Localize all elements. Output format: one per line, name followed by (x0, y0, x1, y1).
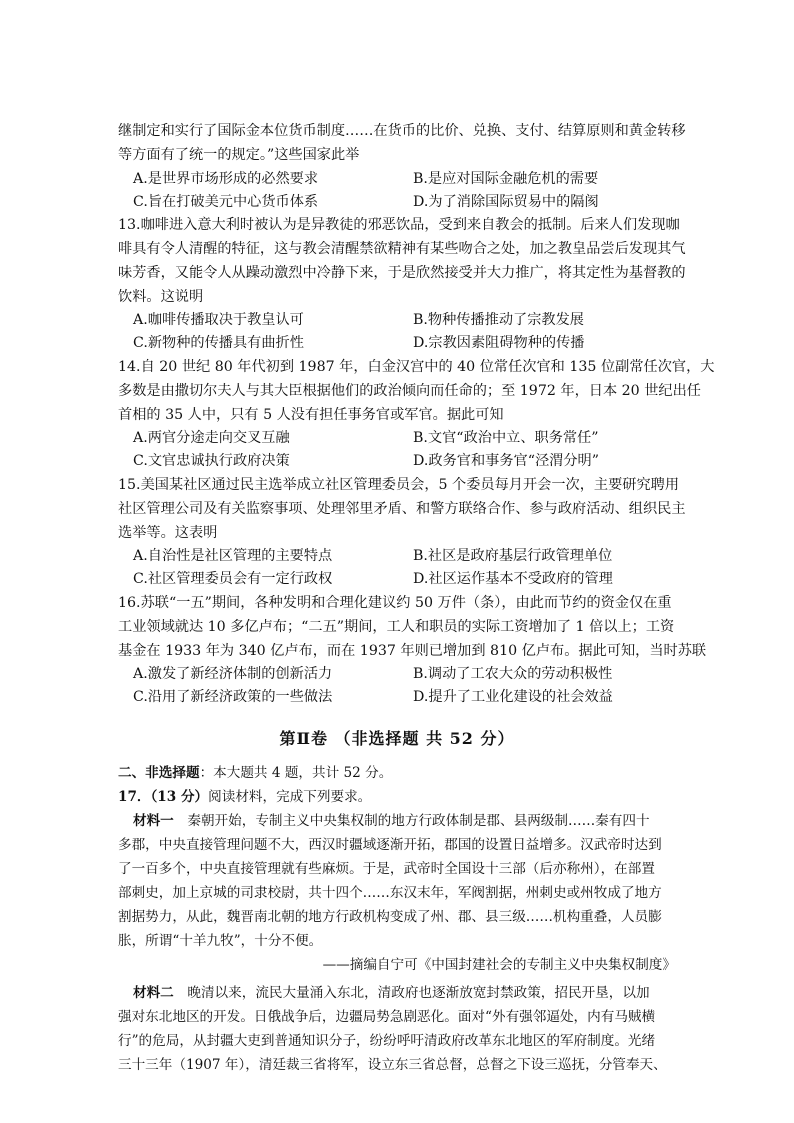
q14-line-3: 首相的 35 人中，只有 5 人没有担任事务官或军官。据此可知 (118, 407, 504, 423)
material2-line-1-text: 晚清以来，流民大量涌入东北，清政府也逐渐放宽封禁政策，招民开垦，以加 (173, 985, 650, 1001)
q15-option-a: A.自治性是社区管理的主要特点 (133, 548, 333, 564)
q14-option-b: B.文官“政治中立、职务常任” (413, 430, 599, 446)
q12-option-c: C.旨在打破美元中心货币体系 (133, 194, 319, 210)
q16-line-2: 工业领域就达 10 多亿卢布；“二五”期间，工人和职员的实际工资增加了 1 倍以上；工资 (118, 619, 675, 635)
q15-line-2: 社区管理公司及有关监察事项、处理邻里矛盾、和警方联络合作、参与政府活动、组织民主 (118, 501, 686, 517)
q16-line-3: 基金在 1933 年为 340 亿卢布，而在 1937 年则已增加到 810 亿卢布。据此可知，当时苏联 (118, 643, 707, 659)
material2-line-4: 三十三年（1907 年），清廷裁三省将军，设立东三省总督，总督之下设三巡抚，分管奉天、 (118, 1057, 667, 1073)
material1-line-3: 了一百多个，中央直接管理就有些麻烦。于是，武帝时全国设十三部（后亦称州），在部置 (118, 861, 655, 877)
material1-line-1 (133, 810, 693, 834)
q14-option-d: D.政务官和事务官“泾渭分明” (413, 453, 599, 469)
q12-line-2: 等方面有了统一的规定。”这些国家此举 (118, 147, 360, 163)
material2-label: 材料二 (133, 985, 174, 1001)
material1-line-6: 胀，所谓“十羊九牧”，十分不便。 (118, 933, 323, 949)
section-title: 第Ⅱ卷 （非选择题 共 52 分） (279, 729, 515, 748)
section-heading-text: ：本大题共 4 题，共计 52 分。 (199, 765, 393, 781)
material1-line-5: 割据势力，从此，魏晋南北朝的地方行政机构变成了州、郡、县三级……机构重叠，人员膨 (118, 909, 662, 925)
q13-option-a: A.咖啡传播取决于教皇认可 (133, 312, 304, 328)
q12-option-d: D.为了消除国际贸易中的隔阂 (413, 194, 599, 210)
q14-line-1: 14.自 20 世纪 80 年代初到 1987 年，白金汉宫中的 40 位常任次官和 135 位副常任次官，大 (118, 359, 715, 375)
q15-option-c: C.社区管理委员会有一定行政权 (133, 571, 333, 587)
q16-option-d: D.提升了工业化建设的社会效益 (413, 689, 613, 705)
material1-line-1-text: 秦朝开始，专制主义中央集权制的地方行政体制是郡、县两级制……秦有四十 (173, 813, 650, 829)
section-heading (118, 762, 678, 785)
q13-line-4: 饮料。这说明 (118, 289, 204, 305)
material1-line-2: 多郡，中央直接管理问题不大，西汉时疆域逐渐开拓，郡国的设置日益增多。汉武帝时达到 (118, 837, 662, 853)
material2-line-3: 行”的危局，从封疆大吏到普通知识分子，纷纷呼吁清政府改革东北地区的军府制度。光绪 (118, 1033, 656, 1049)
q12-line-1: 继制定和实行了国际金本位货币制度……在货币的比价、兑换、支付、结算原则和黄金转移 (118, 123, 686, 139)
q16-option-a: A.激发了新经济体制的创新活力 (133, 666, 333, 682)
q17-heading (118, 786, 678, 809)
q17-instruction: 阅读材料，完成下列要求。 (208, 789, 372, 805)
q13-line-3: 味芳香，又能令人从躁动激烈中冷静下来，于是欣然接受并大力推广，将其定性为基督教的 (118, 265, 686, 281)
q14-option-c: C.文官忠诚执行政府决策 (133, 453, 290, 469)
q16-option-c: C.沿用了新经济政策的一些做法 (133, 689, 333, 705)
q13-option-c: C.新物种的传播具有曲折性 (133, 335, 304, 351)
material2-line-2: 强对东北地区的开发。日俄战争后，边疆局势急剧恶化。面对“外有强邻逼处，内有马贼横 (118, 1009, 656, 1025)
q16-option-b: B.调动了工农大众的劳动积极性 (413, 666, 613, 682)
q15-option-d: D.社区运作基本不受政府的管理 (413, 571, 613, 587)
q13-option-b: B.物种传播推动了宗教发展 (413, 312, 584, 328)
material1-label: 材料一 (133, 813, 174, 829)
q12-option-b: B.是应对国际金融危机的需要 (413, 171, 599, 187)
q17-number: 17． (118, 789, 151, 805)
q14-line-2: 多数是由撒切尔夫人与其大臣根据他们的政治倾向而任命的；至 1972 年，日本 20 世纪出任 (118, 383, 701, 399)
q13-line-1: 13.咖啡进入意大利时被认为是异教徒的邪恶饮品，受到来自教会的抵制。后来人们发现咖 (118, 217, 680, 233)
q12-option-a: A.是世界市场形成的必然要求 (133, 171, 319, 187)
q16-line-1: 16.苏联“一五”期间，各种发明和合理化建议约 50 万件（条），由此而节约的资金仅在重 (118, 595, 672, 611)
q15-line-1: 15.美国某社区通过民主选举成立社区管理委员会，5 个委员每月开会一次，主要研究聘用 (118, 477, 680, 493)
q15-line-3: 选举等。这表明 (118, 525, 218, 541)
q15-option-b: B.社区是政府基层行政管理单位 (413, 548, 613, 564)
material1-line-4: 部刺史，加上京城的司隶校尉，共十四个……东汉末年，军阀割据，州刺史或州牧成了地方 (118, 885, 662, 901)
section-heading-label: 二、非选择题 (118, 765, 200, 781)
q14-option-a: A.两官分途走向交叉互融 (133, 430, 290, 446)
q13-line-2: 啡具有令人清醒的特征，这与教会清醒禁欲精神有某些吻合之处，加之教皇品尝后发现其气 (118, 241, 686, 257)
material2-line-1 (133, 982, 693, 1006)
q13-option-d: D.宗教因素阻碍物种的传播 (413, 335, 585, 351)
material1-source: ——摘编自宁可《中国封建社会的专制主义中央集权制度》 (322, 957, 676, 973)
q17-score: （13 分） (150, 789, 209, 805)
